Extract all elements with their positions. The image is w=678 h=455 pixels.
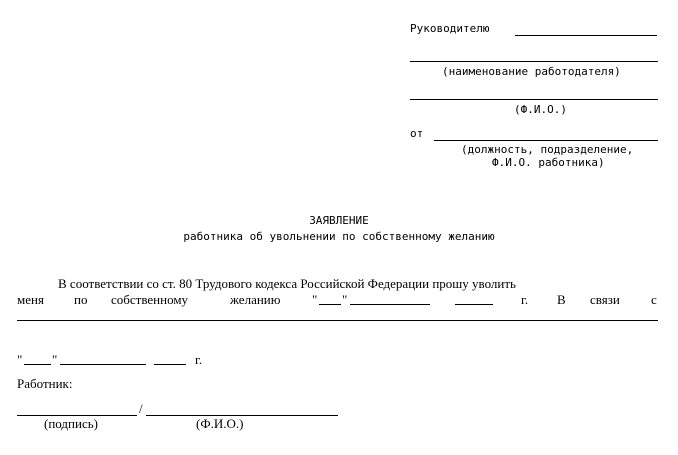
employee-line[interactable] bbox=[434, 140, 658, 141]
date-day-line[interactable] bbox=[319, 304, 341, 305]
document-subtitle: работника об увольнении по собственному желанию bbox=[183, 230, 495, 243]
from-label: от bbox=[410, 127, 424, 140]
addressee-label: Руководителю bbox=[410, 22, 490, 35]
manager-fio-hint: (Ф.И.О.) bbox=[514, 103, 567, 116]
date-quote-close: " bbox=[342, 292, 348, 307]
signature-slash: / bbox=[139, 401, 143, 416]
word-svyazi: связи bbox=[590, 292, 620, 307]
employee-fio-hint: (Ф.И.О.) bbox=[196, 416, 244, 431]
document-title: ЗАЯВЛЕНИЕ bbox=[309, 214, 369, 227]
footer-year-suffix: г. bbox=[195, 352, 203, 367]
date-quote-open: " bbox=[312, 292, 318, 307]
footer-year-line[interactable] bbox=[154, 364, 186, 365]
position-hint-line1: (должность, подразделение, bbox=[461, 143, 634, 156]
employee-label: Работник: bbox=[17, 376, 73, 391]
employer-name-line[interactable] bbox=[410, 61, 658, 62]
word-s: с bbox=[651, 292, 657, 307]
word-menya: меня bbox=[17, 292, 44, 307]
word-po: по bbox=[74, 292, 88, 307]
word-zhelaniyu: желанию bbox=[230, 292, 281, 307]
date-year-line[interactable] bbox=[455, 304, 493, 305]
year-suffix: г. bbox=[521, 292, 529, 307]
footer-day-line[interactable] bbox=[24, 364, 51, 365]
word-v: В bbox=[557, 292, 566, 307]
signature-hint: (подпись) bbox=[44, 416, 98, 431]
date-month-line[interactable] bbox=[350, 304, 430, 305]
reason-line[interactable] bbox=[17, 320, 658, 321]
addressee-name-line[interactable] bbox=[515, 35, 657, 36]
manager-fio-line[interactable] bbox=[410, 99, 658, 100]
paragraph-line-1: В соответствии со ст. 80 Трудового кодекса Российской Федерации прошу уволить bbox=[58, 276, 516, 291]
footer-quote-open: " bbox=[17, 352, 23, 367]
footer-month-line[interactable] bbox=[60, 364, 146, 365]
employer-hint: (наименование работодателя) bbox=[442, 65, 621, 78]
footer-quote-close: " bbox=[52, 352, 58, 367]
position-hint-line2: Ф.И.О. работника) bbox=[492, 156, 605, 169]
word-sobstvennomu: собственному bbox=[111, 292, 189, 307]
